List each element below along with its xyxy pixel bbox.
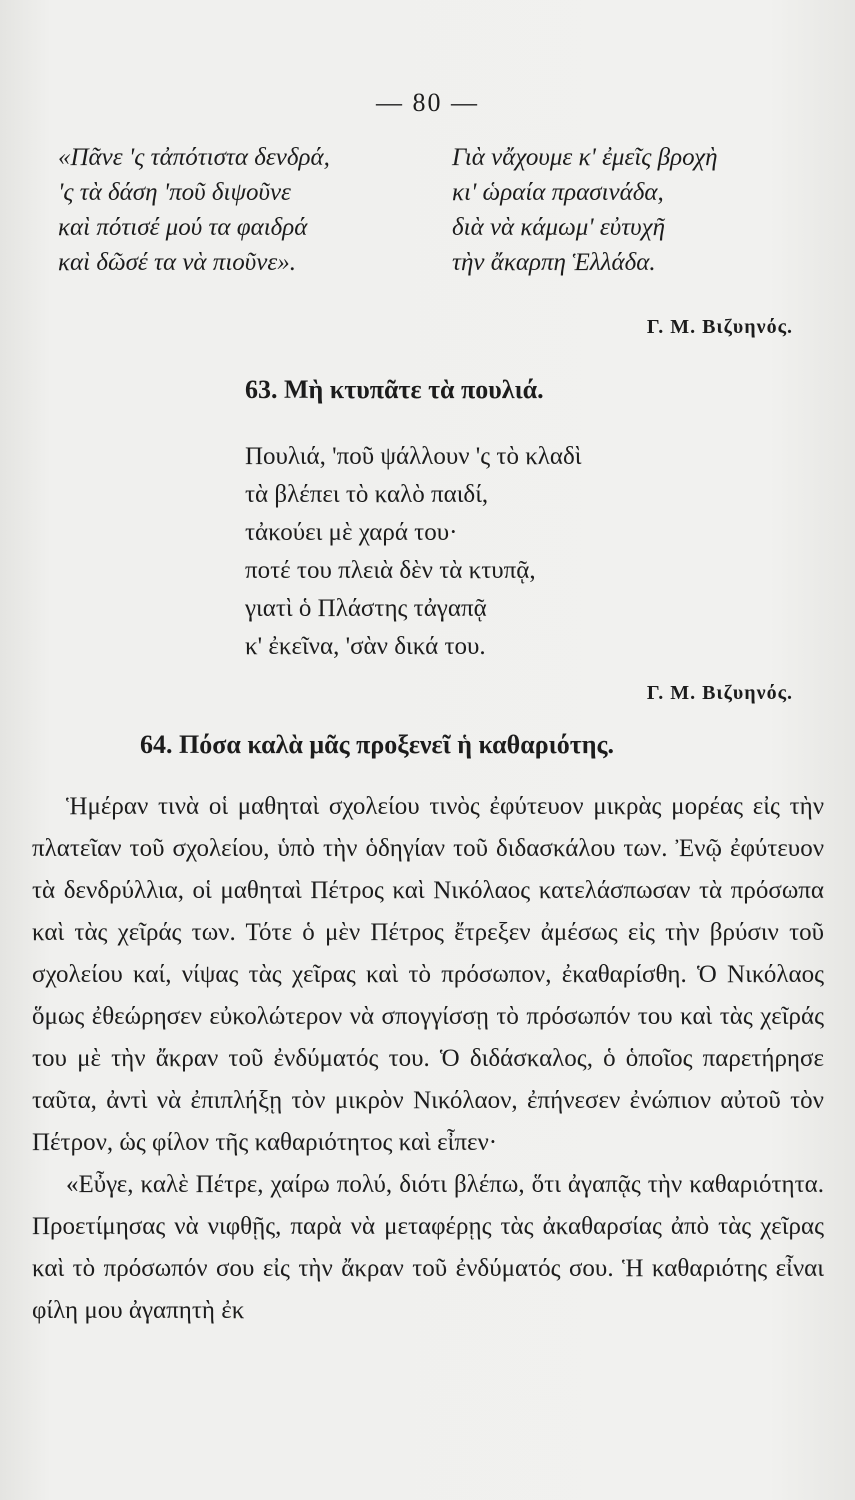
- paragraph: «Εὖγε, καλὲ Πέτρε, χαίρω πολύ, διότι βλέπω, ὅτι ἀγαπᾷς τὴν καθαριότητα. Προετίμησας νὰ νιφθῇς, παρὰ νὰ μεταφέρῃς τὰς ἀκαθαρσίας ἀπὸ τὰς χεῖρας καὶ τὸ πρόσωπόν σου εἰς τὴν ἄκραν τοῦ ἐνδύματός σου. Ἡ καθαριότης εἶναι φίλη μου ἀγαπητὴ ἐκ: [32, 1171, 824, 1324]
- page-number: — 80 —: [376, 88, 479, 117]
- poem1-right-stanza: [452, 140, 832, 280]
- poem-line: τὴν ἄκαρπη Ἑλλάδα.: [452, 249, 656, 276]
- poem-line: ποτέ του πλειὰ δὲν τὰ κτυπᾷ,: [245, 557, 536, 584]
- poem-line: «Πᾶνε 'ς τἀπότιστα δενδρά,: [58, 144, 330, 171]
- poem-line: καὶ πότισέ μού τα φαιδρά: [58, 214, 308, 241]
- section-64-body: [32, 786, 824, 1332]
- poem1-signature: Γ. Μ. Βιζυηνός.: [646, 316, 793, 338]
- poem-line: Γιὰ νἄχουμε κ' ἐμεῖς βροχὴ: [452, 144, 718, 171]
- poem1-left-stanza: [58, 140, 418, 280]
- poem-line: Πουλιά, 'ποῦ ψάλλουν 'ς τὸ κλαδὶ: [245, 443, 582, 470]
- section-63-title: 63. Μὴ κτυπᾶτε τὰ πουλιά.: [245, 375, 544, 404]
- poem-line: τἀκούει μὲ χαρά του·: [245, 519, 458, 546]
- poem-line: τὰ βλέπει τὸ καλὸ παιδί,: [245, 481, 489, 508]
- poem-line: κι' ὡραία πρασινάδα,: [452, 179, 664, 206]
- poem-line: καὶ δῶσέ τα νὰ πιοῦνε».: [58, 249, 296, 276]
- poem-line: κ' ἐκεῖνα, 'σὰν δικά του.: [245, 633, 486, 660]
- section-63-signature: Γ. Μ. Βιζυηνός.: [646, 682, 793, 704]
- poem-line: διὰ νὰ κάμωμ' εὐτυχῆ: [452, 214, 666, 241]
- poem-line: γιατὶ ὁ Πλάστης τἀγαπᾷ: [245, 595, 487, 622]
- poem-line: 'ς τὰ δάση 'ποῦ διψοῦνε: [58, 179, 291, 206]
- section-64-title: 64. Πόσα καλὰ μᾶς προξενεῖ ἡ καθαριότης.: [140, 730, 614, 759]
- section-63-poem: [245, 438, 805, 666]
- paragraph: Ἡμέραν τινὰ οἱ μαθηταὶ σχολείου τινὸς ἐφύτευον μικρὰς μορέας εἰς τὴν πλατεῖαν τοῦ σχολείου, ὑπὸ τὴν ὁδηγίαν τοῦ διδασκάλου των. Ἐνῷ ἐφύτευον τὰ δενδρύλλια, οἱ μαθηταὶ Πέτρος καὶ Νικόλαος κατελάσπωσαν τὰ πρόσωπα καὶ τὰς χεῖράς των. Τότε ὁ μὲν Πέτρος ἔτρεξεν ἀμέσως εἰς τὴν βρύσιν τοῦ σχολείου καί, νίψας τὰς χεῖρας καὶ τὸ πρόσωπον, ἐκαθαρίσθη. Ὁ Νικόλαος ὅμως ἐθεώρησεν εὐκολώτερον νὰ σπογγίσσῃ τὸ πρόσωπόν του καὶ τὰς χεῖράς του μὲ τὴν ἄκραν τοῦ ἐνδύματός του. Ὁ διδάσκαλος, ὁ ὁποῖος παρετήρησε ταῦτα, ἀντὶ νὰ ἐπιπλήξῃ τὸν μικρὸν Νικόλαον, ἐπήνεσεν ἐνώπιον αὐτοῦ τὸν Πέτρον, ὡς φίλον τῆς καθαριότητος καὶ εἶπεν·: [32, 793, 824, 1156]
